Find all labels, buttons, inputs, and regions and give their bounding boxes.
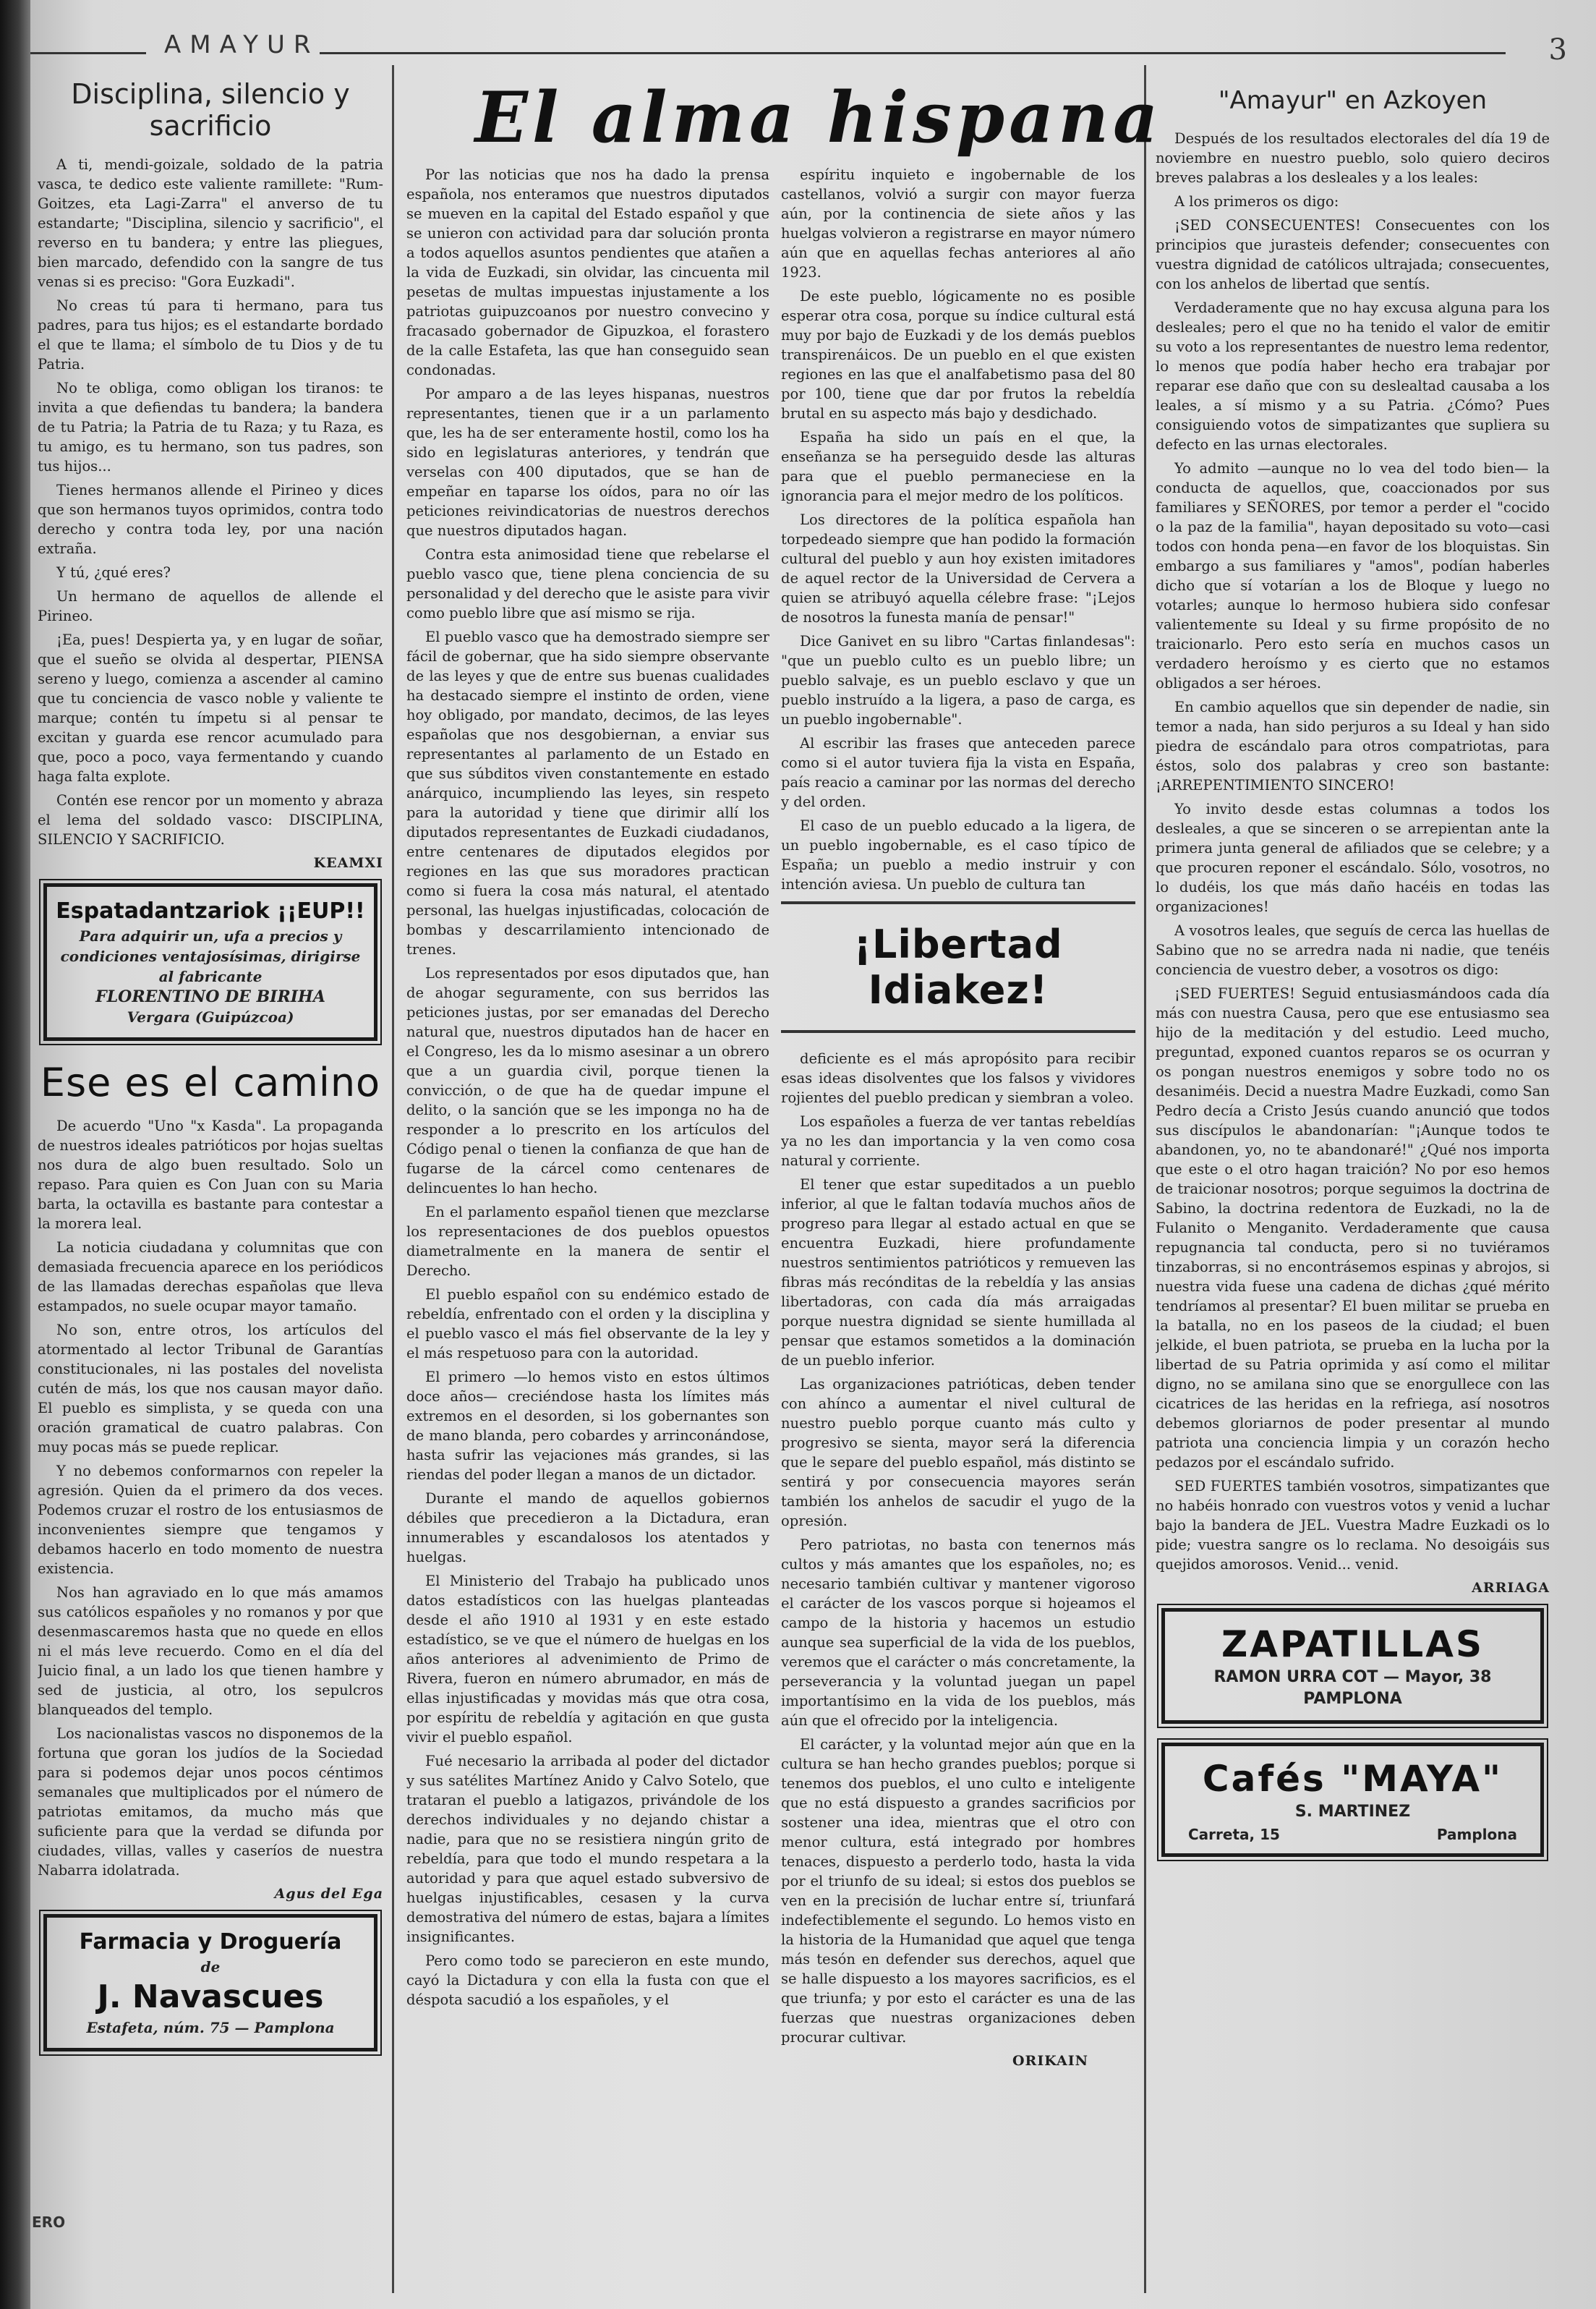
paragraph: Un hermano de aquellos de allende el Pirineo.	[38, 588, 383, 624]
paragraph: De este pueblo, lógicamente no es posible esperar otra cosa, porque su índice cultural está muy por bajo de Euzkadi y de los demás pueblos transpirenáicos. De un pueblo en el que existen regiones en las que el analfabetismo pasa del 80 por 100, tiene que dar por frutos la rebeldía brutal en su aspecto más bajo y desdichado.	[781, 288, 1135, 422]
paragraph: El Ministerio del Trabajo ha publicado unos datos estadísticos con las huelgas planteadas desde el año 1910 al 1931 y en este estado estadístico, se ve que el número de huelgas en los años anteriores al advenimiento de Primo de Rivera, fueron en número abrumador, en más de ellas injustificadas y movidas más que otra cosa, por espíritu de rebeldía y agitación en que gusta vivir el pueblo español.	[406, 1573, 769, 1745]
left-gutter	[0, 0, 30, 2309]
paragraph: De acuerdo "Uno "x Kasda". La propaganda de nuestros ideales patrióticos por hojas sueltas nos dura de algo buen resultado. Solo un repaso. Para quien es Con Juan con su Maria barta, la octavilla es bastante para contestar a la morera leal.	[38, 1118, 383, 1232]
paragraph: Contra esta animosidad tiene que rebelarse el pueblo vasco que, tiene plena conciencia de su personalidad y del derecho que le asiste para vivir como pueblo libre que así mismo se rija.	[406, 546, 769, 621]
paragraph: Por amparo a de las leyes hispanas, nuestros representantes, tienen que ir a un parlamento que, les ha de ser enteramente hostil, como los ha sido en legislaturas anteriores, y tendrán que verselas con 400 diputados, que se han de empeñar en taparse los oídos, para no oír las peticiones reivindicatorias de nuestros derechos que nuestros diputados hagan.	[406, 386, 769, 539]
ad-text: Para adquirir un, ufa a precios y condiciones ventajosísimas, dirigirse al fabricante	[60, 927, 361, 985]
paragraph: Y tú, ¿qué eres?	[56, 564, 171, 581]
paragraph: Al escribir las frases que anteceden parece como si el autor tuviera fija la vista en España, país reacio a caminar por las normas del derecho y del orden.	[781, 735, 1135, 810]
column-rule-3	[1144, 65, 1146, 2293]
ad-address: RAMON URRA COT — Mayor, 38	[1213, 1668, 1492, 1686]
column-rule-1	[392, 65, 394, 2293]
header-rule-left	[30, 52, 146, 54]
article-title-camino: Ese es el camino	[40, 1060, 381, 1105]
signature: KEAMXI	[313, 855, 383, 871]
signature: Agus del Ega	[274, 1886, 383, 1902]
paragraph: Yo invito desde estas columnas a todos los desleales, a que se sinceren o se arrepientan ante la primera junta general de afiliados que se celebre; y a que procuren reponer el escándalo. Sólo, vosotros, no lo dudéis, los que más daño hacéis en todas las organizaciones!	[1156, 801, 1550, 915]
article-disciplina	[38, 155, 383, 873]
ad-farmacia	[43, 1914, 377, 2051]
paragraph: El tener que estar supeditados a un pueblo inferior, al que le faltan todavía muchos años de progreso para llegar al estado actual en que se encuentra Euzkadi, hiere profundamente nuestros sentimientos patrióticos y remueven las fibras más recónditas de la rebeldía y las ansias libertadoras, con cada día más arraigadas porque nuestra dignidad se siente humillada al pensar que estamos sometidos a la dominación de un pueblo inferior.	[781, 1176, 1135, 1369]
paragraph: Nos han agraviado en lo que más amamos sus católicos españoles y no romanos y por que desenmascaremos hasta que no quede en ellos ni el más leve recuerdo. Como en el día del Juicio final, a un lado los que tienen hambre y sed de justicia, al otro, los sepulcros blanqueados del templo.	[38, 1584, 383, 1718]
ad-title: Espatadantzariok ¡¡EUP!!	[56, 898, 365, 924]
paragraph: España ha sido un país en el que, la enseñanza se ha perseguido desde las alturas para que el pueblo permaneciese en la ignorancia para el mejor medro de los políticos.	[781, 429, 1135, 504]
paragraph: Los directores de la política española han torpedeado siempre que han podido la formación cultural del pueblo y aun hoy existen imitadores de aquel rector de la Universidad de Cervera a quien se atribuyó aquella célebre frase: "¡Lejos de nosotros la funesta manía de pensar!"	[781, 511, 1135, 626]
paragraph: espíritu inquieto e ingobernable de los castellanos, volvió a surgir con mayor fuerza aún, por la continencia de siete años y las huelgas volvieron a registrarse en mayor número aún que en aquellas fechas anteriores al año 1923.	[781, 166, 1135, 281]
column-1	[38, 78, 383, 2292]
ad-address-row	[1174, 1823, 1532, 1843]
paragraph: SED FUERTES también vosotros, simpatizantes que no habéis honrado con vuestros votos y venid a luchar bajo la bandera de JEL. Vuestra Madre Euzkadi os lo pide; vuestra sangre os lo reclama. No desoigáis sus quejidos amorosos. Venid... venid.	[1156, 1478, 1550, 1573]
column-3	[781, 165, 1135, 2292]
paragraph: A ti, mendi-goizale, soldado de la patria vasca, te dedico este valiente ramillete: "Rum-Goitzes, eta Lagi-Zarra" el anverso de tu estandarte; "Disciplina, silencio y sacrificio", el reverso en tu bandera; y entre las pliegues, bien marcado, defendido con la sangre de tus venas si es preciso: "Gora Euzkadi".	[38, 156, 383, 290]
paragraph: Los nacionalistas vascos no disponemos de la fortuna que goran los judíos de la Sociedad para si podemos dejar unos pocos céntimos semanales que multiplicados por el número de patriotas emitamos, da mucho más que suficiente para que la verdad se difunda por ciudades, villas, valles y caseríos de nuestra Nabarra idolatrada.	[38, 1725, 383, 1879]
ad-owner: S. MARTINEZ	[1294, 1803, 1411, 1821]
paragraph: El pueblo español con su endémico estado de rebeldía, enfrentado con el orden y la disciplina y el pueblo vasco el más fiel observante de la ley y el más respetuoso para con la autoridad.	[406, 1286, 769, 1361]
column-2	[406, 165, 769, 2292]
signature: ARRIAGA	[1472, 1580, 1550, 1596]
paragraph: Fué necesario la arribada al poder del dictador y sus satélites Martínez Anido y Calvo Sotelo, que trataran el pueblo a latigazos, privándole de los derechos individuales y no dejando chistar a nadie, para que no se resistiera ningún grito de rebeldía, para que todo el mundo respetara a la autoridad y para que aquel estado subversivo de huelgas injustificables, cesasen y la curva demostrativa del número de estas, bajara a límites insignificantes.	[406, 1753, 769, 1945]
paragraph: No te obliga, como obligan los tiranos: te invita a que defiendas tu bandera; la bandera de tu Patria; la Patria de tu Raza; y tu Raza, es tu amigo, es tu hermano, son tus padres, son tus hijos...	[38, 380, 383, 475]
masthead: AMAYUR	[164, 30, 320, 59]
libertad-banner	[781, 901, 1135, 1033]
newspaper-page	[30, 0, 1596, 2309]
paragraph: Por las noticias que nos ha dado la prensa española, nos enteramos que nuestros diputados se mueven en la capital del Estado español y que se unieron con actividad para dar solución pronta a todos aquellos asuntos pendientes que atañen a la vida de Euzkadi, sin olvidar, las cincuenta mil pesetas de multas impuestas injustamente a los patriotas guipuzcoanos por nuestro convecino y fracasado gobernador de Gipuzkoa, el forastero de la calle Estafeta, las que han conseguido sean condonadas.	[406, 166, 769, 378]
paragraph: El pueblo vasco que ha demostrado siempre ser fácil de gobernar, que ha sido siempre observante de las leyes y que de entre sus buenas cualidades ha destacado siempre el instinto de orden, viene hoy obligado, por mandato, decimos, de las leyes españolas que nos desgobiernan, a enviar sus representantes al parlamento de un Estado en que sus súbditos viven constantemente en estado anárquico, incumpliendo las leyes, sin respeto para la autoridad y tiene que dirimir allí los diputados representantes de Euzkadi ciudadanos, entre centenares de diputados elegidos por regiones en las que sus moradores practican como si fuera la cosa más natural, el atentado personal, las huelgas injustificadas, colocación de bombas y descarrilamiento intencionado de trenes.	[406, 629, 769, 958]
column-4	[1156, 85, 1550, 2292]
ad-cafes-maya	[1161, 1743, 1544, 1857]
ad-connector: de	[200, 1958, 221, 1976]
paragraph: Las organizaciones patrióticas, deben tender con ahínco a aumentar el nivel cultural de nuestro pueblo porque cuanto más culto y progresivo se sienta, mayor será la diferencia que le separe del pueblo español, más distinto se sentirá y por consecuencia mayores serán también los anhelos de sacudir el yugo de la opresión.	[781, 1376, 1135, 1529]
paragraph: No son, entre otros, los artículos del atormentado al lector Tribunal de Garantías constitucionales, ni las postales del novelista cutén de más, los que nos causan mayor daño. El pueblo es simplista, y se queda con una oración gramatical de cuatro palabras. Con muy pocas más se puede replicar.	[38, 1322, 383, 1455]
paragraph: ¡SED FUERTES! Seguid entusiasmándoos cada día más con nuestra Causa, pero que ese entusiasmo sea hijo de la meditación y del estudio. Leed mucho, preguntad, exponed cuantos reparos se os ocurran y os pongan nuestros enemigos y sobre todo no os desaniméis. Decid a nuestra Madre Euzkadi, como San Pedro decía a Cristo Jesús cuando anunció que todos sus discípulos le abandonarían: "¡Aunque todos te abandonen, yo, no te abandonaré!" ¿Qué nos importa que este o el otro hagan traición? No por eso hemos de traicionar nosotros; porque seguimos la doctrina de Sabino, la doctrina redentora de Euzkadi, no la de Fulanito o Menganito. Verdaderamente que causa repugnancia tal conducta, pero si no tuviéramos tinzaborras, si no encontrásemos espinas y abrojos, si nuestra vida fuese una cadena de dichas ¿qué mérito tendríamos al presentar? El buen militar se prueba en la batalla, no en los paseos de la ciudad; el buen jelkide, el buen patriota, se prueba en la lucha por la libertad de su Patria oprimida y así como el militar digno, no se amilana sino que se enorgullece con las cicatrices de las heridas en la refriega, así nosotros debemos gloriarnos de poder presentar al mundo patriota una conciencia limpia y un corazón hecho pedazos por el escándalo sufrido.	[1156, 985, 1550, 1471]
article-title-azkoyen: "Amayur" en Azkoyen	[1218, 86, 1488, 115]
paragraph: Tienes hermanos allende el Pirineo y dices que son hermanos tuyos oprimidos, contra todo derecho y contra toda ley, por una nación extraña.	[38, 482, 383, 557]
paragraph: Yo admito —aunque no lo vea del todo bien— la conducta de aquellos, que, coaccionados por sus familiares y SEÑORES, por temor a perder el "cocido o la paz de la familia", hayan depositado su voto—casi todos con honda pena—en favor de los bloquistas. Sin embargo a sus familiares y "amos", podían haberles dicho que sí votarían a los de Bloque y luego no votarles; aunque lo hermoso hubiera sido confesar valientemente su Ideal y su firme propósito de no traicionarlo. Pero esto sería en muchos casos un verdadero heroísmo y es cierto que no estamos obligados a ser héroes.	[1156, 460, 1550, 692]
ad-address: Vergara (Guipúzcoa)	[127, 1008, 294, 1026]
ad-name: J. Navascues	[97, 1978, 324, 2015]
paragraph: Contén ese rencor por un momento y abraza el lema del soldado vasco: DISCIPLINA, SILENCIO Y SACRIFICIO.	[38, 792, 383, 848]
paragraph: Y no debemos conformarnos con repeler la agresión. Quien da el primero da dos veces. Podemos cruzar el rostro de los entusiasmos de inconvenientes siempre que tengamos y debamos hacerlo en todo momento de nuestra existencia.	[38, 1463, 383, 1577]
edge-fragment: ERO	[32, 2214, 66, 2231]
ad-title: Cafés "MAYA"	[1202, 1758, 1503, 1800]
ad-maker: FLORENTINO DE BIRIHA	[95, 987, 325, 1006]
paragraph: No creas tú para ti hermano, para tus padres, para tus hijos; es el estandarte bordado el que te llama; el símbolo de tu Dios y de tu Patria.	[38, 297, 383, 373]
ad-street: Carreta, 15	[1188, 1826, 1280, 1843]
paragraph: Después de los resultados electorales del día 19 de noviembre en nuestro pueblo, solo quiero deciros breves palabras a los desleales y a los leales:	[1156, 130, 1550, 186]
paragraph: En cambio aquellos que sin depender de nadie, sin temor a nada, han sido perjuros a su Ideal y han sido piedra de escándalo para otros compatriotas, para éstos, solo dos palabras y creo son bastante: ¡ARREPENTIMIENTO SINCERO!	[1156, 699, 1550, 794]
paragraph: ¡SED CONSECUENTES! Consecuentes con los principios que jurasteis defender; consecuentes con vuestra dignidad de católicos ultrajada; consecuentes, con los anhelos de libertad que sentís.	[1156, 217, 1550, 292]
signature: ORIKAIN	[1012, 2053, 1088, 2069]
libertad-title: ¡Libertad Idiakez!	[853, 922, 1063, 1013]
paragraph: La noticia ciudadana y columnitas que con demasiada frecuencia aparece en los periódicos de las llamadas derechas españolas que lleva estampados, no suele ocupar mayor tamaño.	[38, 1239, 383, 1314]
paragraph: Verdaderamente que no hay excusa alguna para los desleales; pero el que no ha tenido el valor de emitir su voto a los representantes de nuestro lema redentor, lo menos que podía haber hecho era trabajar por reparar ese daño que con su deslealtad causaba a los leales, a sí mismo y a su Patria. ¿Cómo? Pues consiguiendo votos de simpatizantes que supliera su defecto en las urnas electorales.	[1156, 299, 1550, 453]
ad-zapatillas	[1161, 1608, 1544, 1724]
paragraph: Durante el mando de aquellos gobiernos débiles que precedieron a la Dictadura, eran innumerables y escandalosos los atentados y huelgas.	[406, 1490, 769, 1565]
paragraph: Pero patriotas, no basta con tenernos más cultos y más amantes que los españoles, no; es necesario también cultivar y mantener vigoroso el carácter de los vascos porque si hojeamos el campo de la historia y hacemos un estudio aunque sea superficial de la vida de los pueblos, veremos que el carácter o más concretamente, la perseverancia y la voluntad juegan un papel importantísimo en la vida de los pueblos, más aún que el ofrecido por la inteligencia.	[781, 1536, 1135, 1729]
headline-alma-hispana: El alma hispana	[474, 77, 1163, 158]
article-camino	[38, 1116, 383, 1904]
article-title-disciplina: Disciplina, silencio y sacrificio	[71, 78, 350, 142]
paragraph: En el parlamento español tienen que mezclarse los representaciones de dos pueblos opuestos diametralmente en la manera de sentir el Derecho.	[406, 1204, 769, 1279]
paragraph: A vosotros leales, que seguís de cerca las huellas de Sabino que no se arredra nada ni nadie, que tenéis conciencia de vuestro deber, a vosotros os digo:	[1156, 922, 1550, 978]
paragraph: El primero —lo hemos visto en estos últimos doce años— creciéndose hasta los límites más extremos en el desorden, si los gobernantes son de mano blanda, pero cobardes y arrinconándose, hasta sufrir las vejaciones más grandes, si las riendas del poder llegan a manos de un dictador.	[406, 1369, 769, 1483]
ad-city: Pamplona	[1436, 1826, 1517, 1843]
paragraph: El carácter, y la voluntad mejor aún que en la cultura se han hecho grandes pueblos; porque si tenemos dos pueblos, el uno culto e inteligente que no está dispuesto a grandes sacrificios por sostener una idea, mientras que el otro con menor cultura, está integrado por hombres tenaces, dispuesto a perderlo todo, hasta la vida por el triunfo de su ideal; si estos dos pueblos se ven en la precisión de luchar entre sí, triunfará indefectiblemente el segundo. Lo hemos visto en la historia de la Humanidad que aquel que tenga más tesón en defender sus derechos, aquel que se halle dispuesto a los mayores sacrificios, es el que triunfa; y por esto el carácter es una de las fuerzas que nuestras organizaciones deben procurar cultivar.	[781, 1736, 1135, 2046]
ad-address: Estafeta, núm. 75 — Pamplona	[86, 2019, 335, 2036]
paragraph: El caso de un pueblo educado a la ligera, de un pueblo ingobernable, es el caso típico de España; un pueblo a medio instruir y con intención aviesa. Un pueblo de cultura tan	[781, 817, 1135, 893]
paragraph: Los representados por esos diputados que, han de ahogar seguramente, con sus berridos las peticiones justas, por ser emanadas del Derecho natural que, nuestros diputados han de hacer en el Congreso, les da lo mismo asesinar a un obrero que a un guardia civil, porque tienen la convicción, o de que ha de quedar impune el delito, o la sanción que se les imponga no ha de responder a lo prescrito en los artículos del Código penal o tienen la confianza de que han de fugarse de la cárcel como centenares de delincuentes lo han hecho.	[406, 965, 769, 1196]
ad-title: Farmacia y Droguería	[79, 1929, 342, 1955]
paragraph: Los españoles a fuerza de ver tantas rebeldías ya no les dan importancia y la ven como cosa natural y corriente.	[781, 1113, 1135, 1169]
paragraph: A los primeros os digo:	[1174, 193, 1339, 210]
paragraph: deficiente es el más apropósito para recibir esas ideas disolventes que los falsos y vividores rojientes del pueblo predican y siembran a voleo.	[781, 1050, 1135, 1106]
paragraph: Pero como todo se parecieron en este mundo, cayó la Dictadura y con ella la fusta con que el déspota sacudió a los españoles, y el	[406, 1952, 769, 2008]
paragraph: ¡Ea, pues! Despierta ya, y en lugar de soñar, que el sueño se olvida al despertar, PIENSA sereno y luego, comienza a ascender al camino que tu conciencia de vasco noble y valiente te marque; contén tu ímpetu si al pensar te excitan y guarda ese rencor acumulado para que, poco a poco, vaya fermentando y cuando haga falta explote.	[38, 632, 383, 785]
ad-city: PAMPLONA	[1303, 1690, 1402, 1708]
ad-title: ZAPATILLAS	[1221, 1623, 1484, 1665]
paragraph: Dice Ganivet en su libro "Cartas finlandesas": "que un pueblo culto es un pueblo libre; un pueblo salvaje, es un pueblo esclavo y que un pueblo instruído a la ligera, a paso de carga, es un pueblo ingobernable".	[781, 633, 1135, 728]
ad-espatadantzariok	[43, 883, 377, 1041]
header-rule-right	[320, 52, 1506, 54]
page-number: 3	[1548, 33, 1567, 67]
